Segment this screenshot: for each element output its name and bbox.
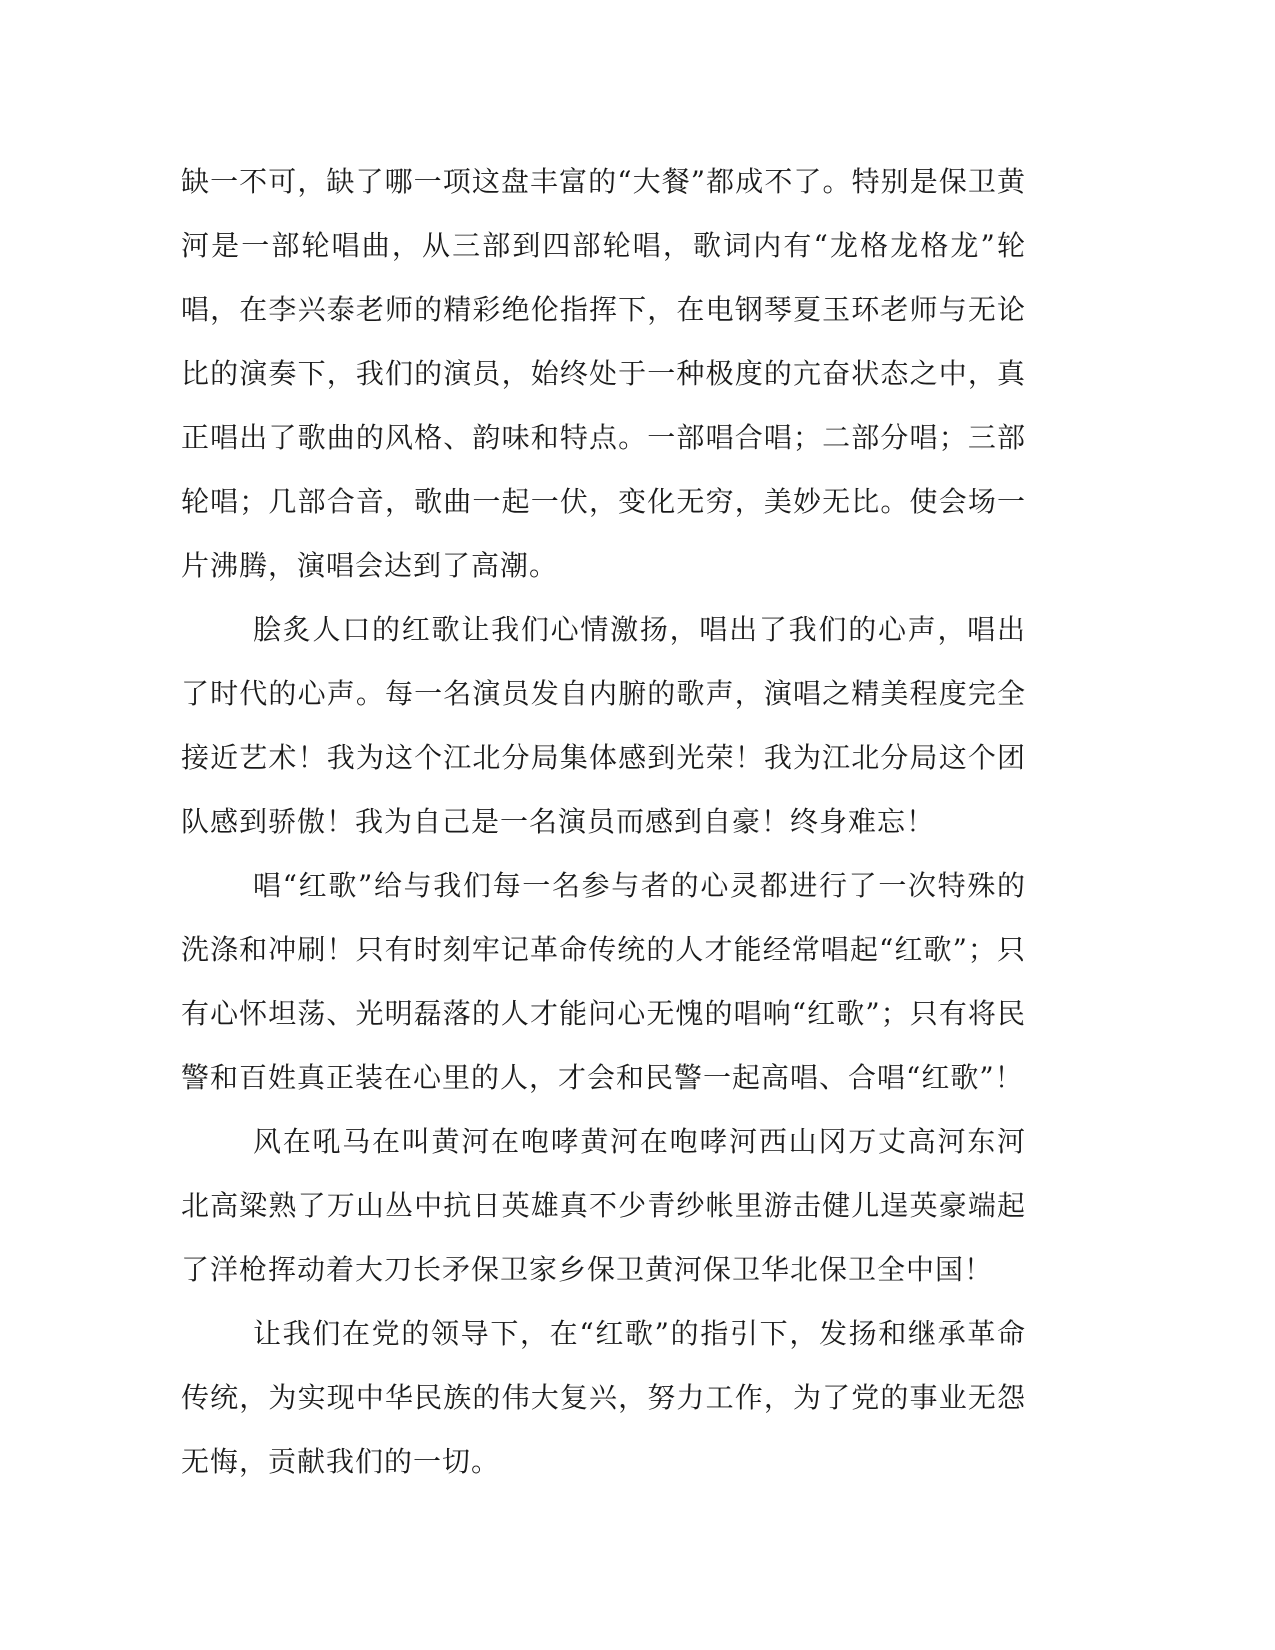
paragraph-3: 唱“红歌”给与我们每一名参与者的心灵都进行了一次特殊的洗涤和冲刷！只有时刻牢记革命传统的人才能经常唱起“红歌”；只有心怀坦荡、光明磊落的人才能问心无愧的唱响“红歌”；只有将民警和百姓真正装在心里的人，才会和民警一起高唱、合唱“红歌”！ bbox=[181, 869, 1026, 1094]
paragraph-1: 缺一不可，缺了哪一项这盘丰富的“大餐”都成不了。特别是保卫黄河是一部轮唱曲，从三部到四部轮唱，歌词内有“龙格龙格龙”轮唱，在李兴泰老师的精彩绝伦指挥下，在电钢琴夏玉环老师与无论比的演奏下，我们的演员，始终处于一种极度的亢奋状态之中，真正唱出了歌曲的风格、韵味和特点。一部唱合唱；二部分唱；三部轮唱；几部合音，歌曲一起一伏，变化无穷，美妙无比。使会场一片沸腾，演唱会达到了高潮。 bbox=[181, 165, 1026, 582]
paragraph-5: 让我们在党的领导下，在“红歌”的指引下，发扬和继承革命传统，为实现中华民族的伟大复兴，努力工作，为了党的事业无怨无悔，贡献我们的一切。 bbox=[181, 1317, 1026, 1478]
paragraph-4: 风在吼马在叫黄河在咆哮黄河在咆哮河西山冈万丈高河东河北高粱熟了万山丛中抗日英雄真不少青纱帐里游击健儿逞英豪端起了洋枪挥动着大刀长矛保卫家乡保卫黄河保卫华北保卫全中国！ bbox=[181, 1125, 1026, 1286]
document-body bbox=[181, 150, 1026, 1494]
paragraph-2: 脍炙人口的红歌让我们心情激扬，唱出了我们的心声，唱出了时代的心声。每一名演员发自内腑的歌声，演唱之精美程度完全接近艺术！我为这个江北分局集体感到光荣！我为江北分局这个团队感到骄傲！我为自己是一名演员而感到自豪！终身难忘！ bbox=[181, 613, 1026, 838]
